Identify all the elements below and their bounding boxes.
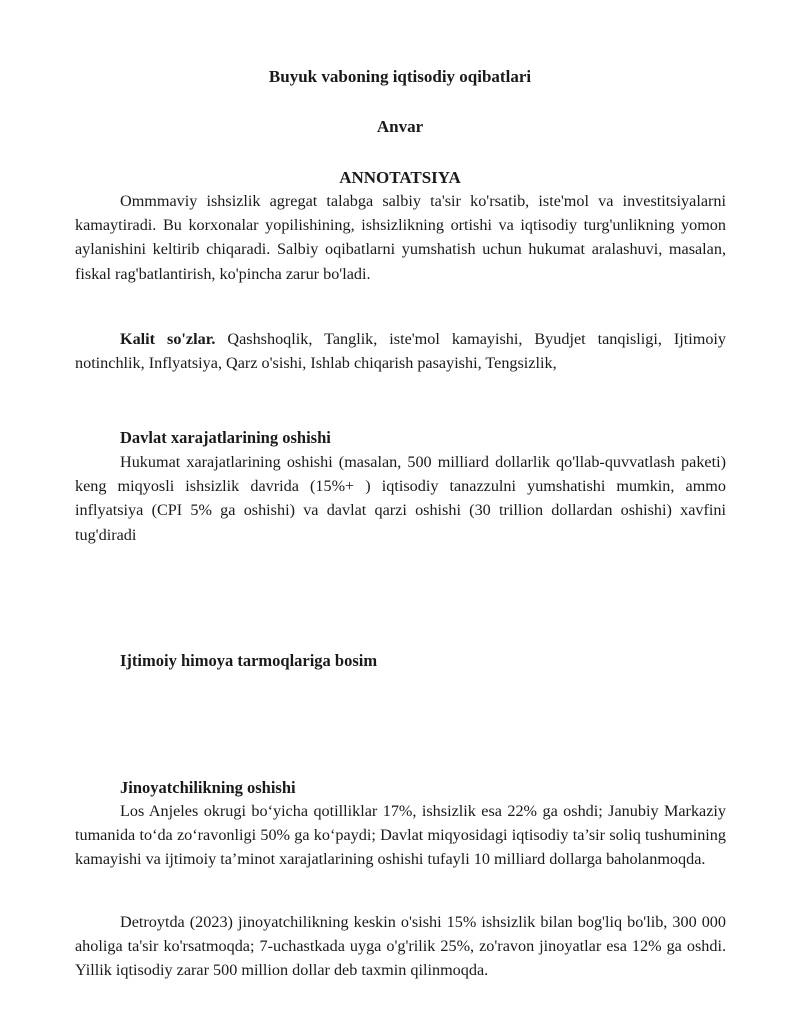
abstract-paragraph: Ommmaviy ishsizlik agregat talabga salbiy ta'sir ko'rsatib, iste'mol va investitsiyalarni kamaytiradi. Bu korxonalar yopilishining, ishsizlikning ortishi va iqtisodiy turg'unlikning yomon aylanishini keltirib chiqaradi. Salbiy oqibatlarni yumshatish uchun hukumat aralashuvi, masalan, fiskal rag'batlantirish, ko'pincha zarur bo'ladi.: [75, 192, 726, 283]
keywords-list: Qashshoqlik, Tanglik, iste'mol kamayishi, Byudjet tanqisligi, Ijtimoiy notinchlik, Inflyatsiya, Qarz o'sishi, Ishlab chiqarish pasayishi, Tengsizlik,: [75, 330, 726, 373]
section-paragraph-state-spending: Hukumat xarajatlarining oshishi (masalan, 500 milliard dollarlik qo'llab-quvvatlash paketi) keng miqyosli ishsizlik davrida (15%+ ) iqtisodiy tanazzulni yumshatishi mumkin, ammo inflyatsiya (CPI 5% ga oshishi) va davlat qarzi oshishi (30 trillion dollardan oshishi) xavfini tug'diradi: [75, 453, 726, 544]
keywords-paragraph: [75, 327, 726, 375]
keywords-label: Kalit so'zlar.: [120, 330, 216, 348]
section-paragraph-crime-detroit: Detroytda (2023) jinoyatchilikning keskin o'sishi 15% ishsizlik bilan bog'liq bo'lib, 300 000 aholiga ta'sir ko'rsatmoqda; 7-uchastkada uyga o'g'rilik 25%, zo'ravon jinoyatlar esa 12% ga oshdi. Yillik iqtisodiy zarar 500 million dollar deb taxmin qilinmoqda.: [75, 913, 726, 980]
section-heading-social-safety: Ijtimoiy himoya tarmoqlariga bosim: [120, 651, 378, 670]
section-heading-state-spending: Davlat xarajatlarining oshishi: [120, 428, 331, 447]
document-title: Buyuk vaboning iqtisodiy oqibatlari: [268, 67, 532, 86]
section-heading-crime-rise: Jinoyatchilikning oshishi: [120, 778, 296, 797]
section-paragraph-crime-la: Los Anjeles okrugi bo‘yicha qotilliklar 17%, ishsizlik esa 22% ga oshdi; Janubiy Markaziy tumanida to‘da zo‘ravonligi 50% ga ko‘paydi; Davlat miqyosidagi iqtisodiy ta’sir soliq tushumining kamayishi va ijtimoiy ta’minot xarajatlarining oshishi tufayli 10 milliard dollarga baholanmoqda.: [75, 802, 726, 869]
author-name: Anvar: [376, 117, 424, 136]
abstract-heading: ANNOTATSIYA: [339, 168, 461, 187]
